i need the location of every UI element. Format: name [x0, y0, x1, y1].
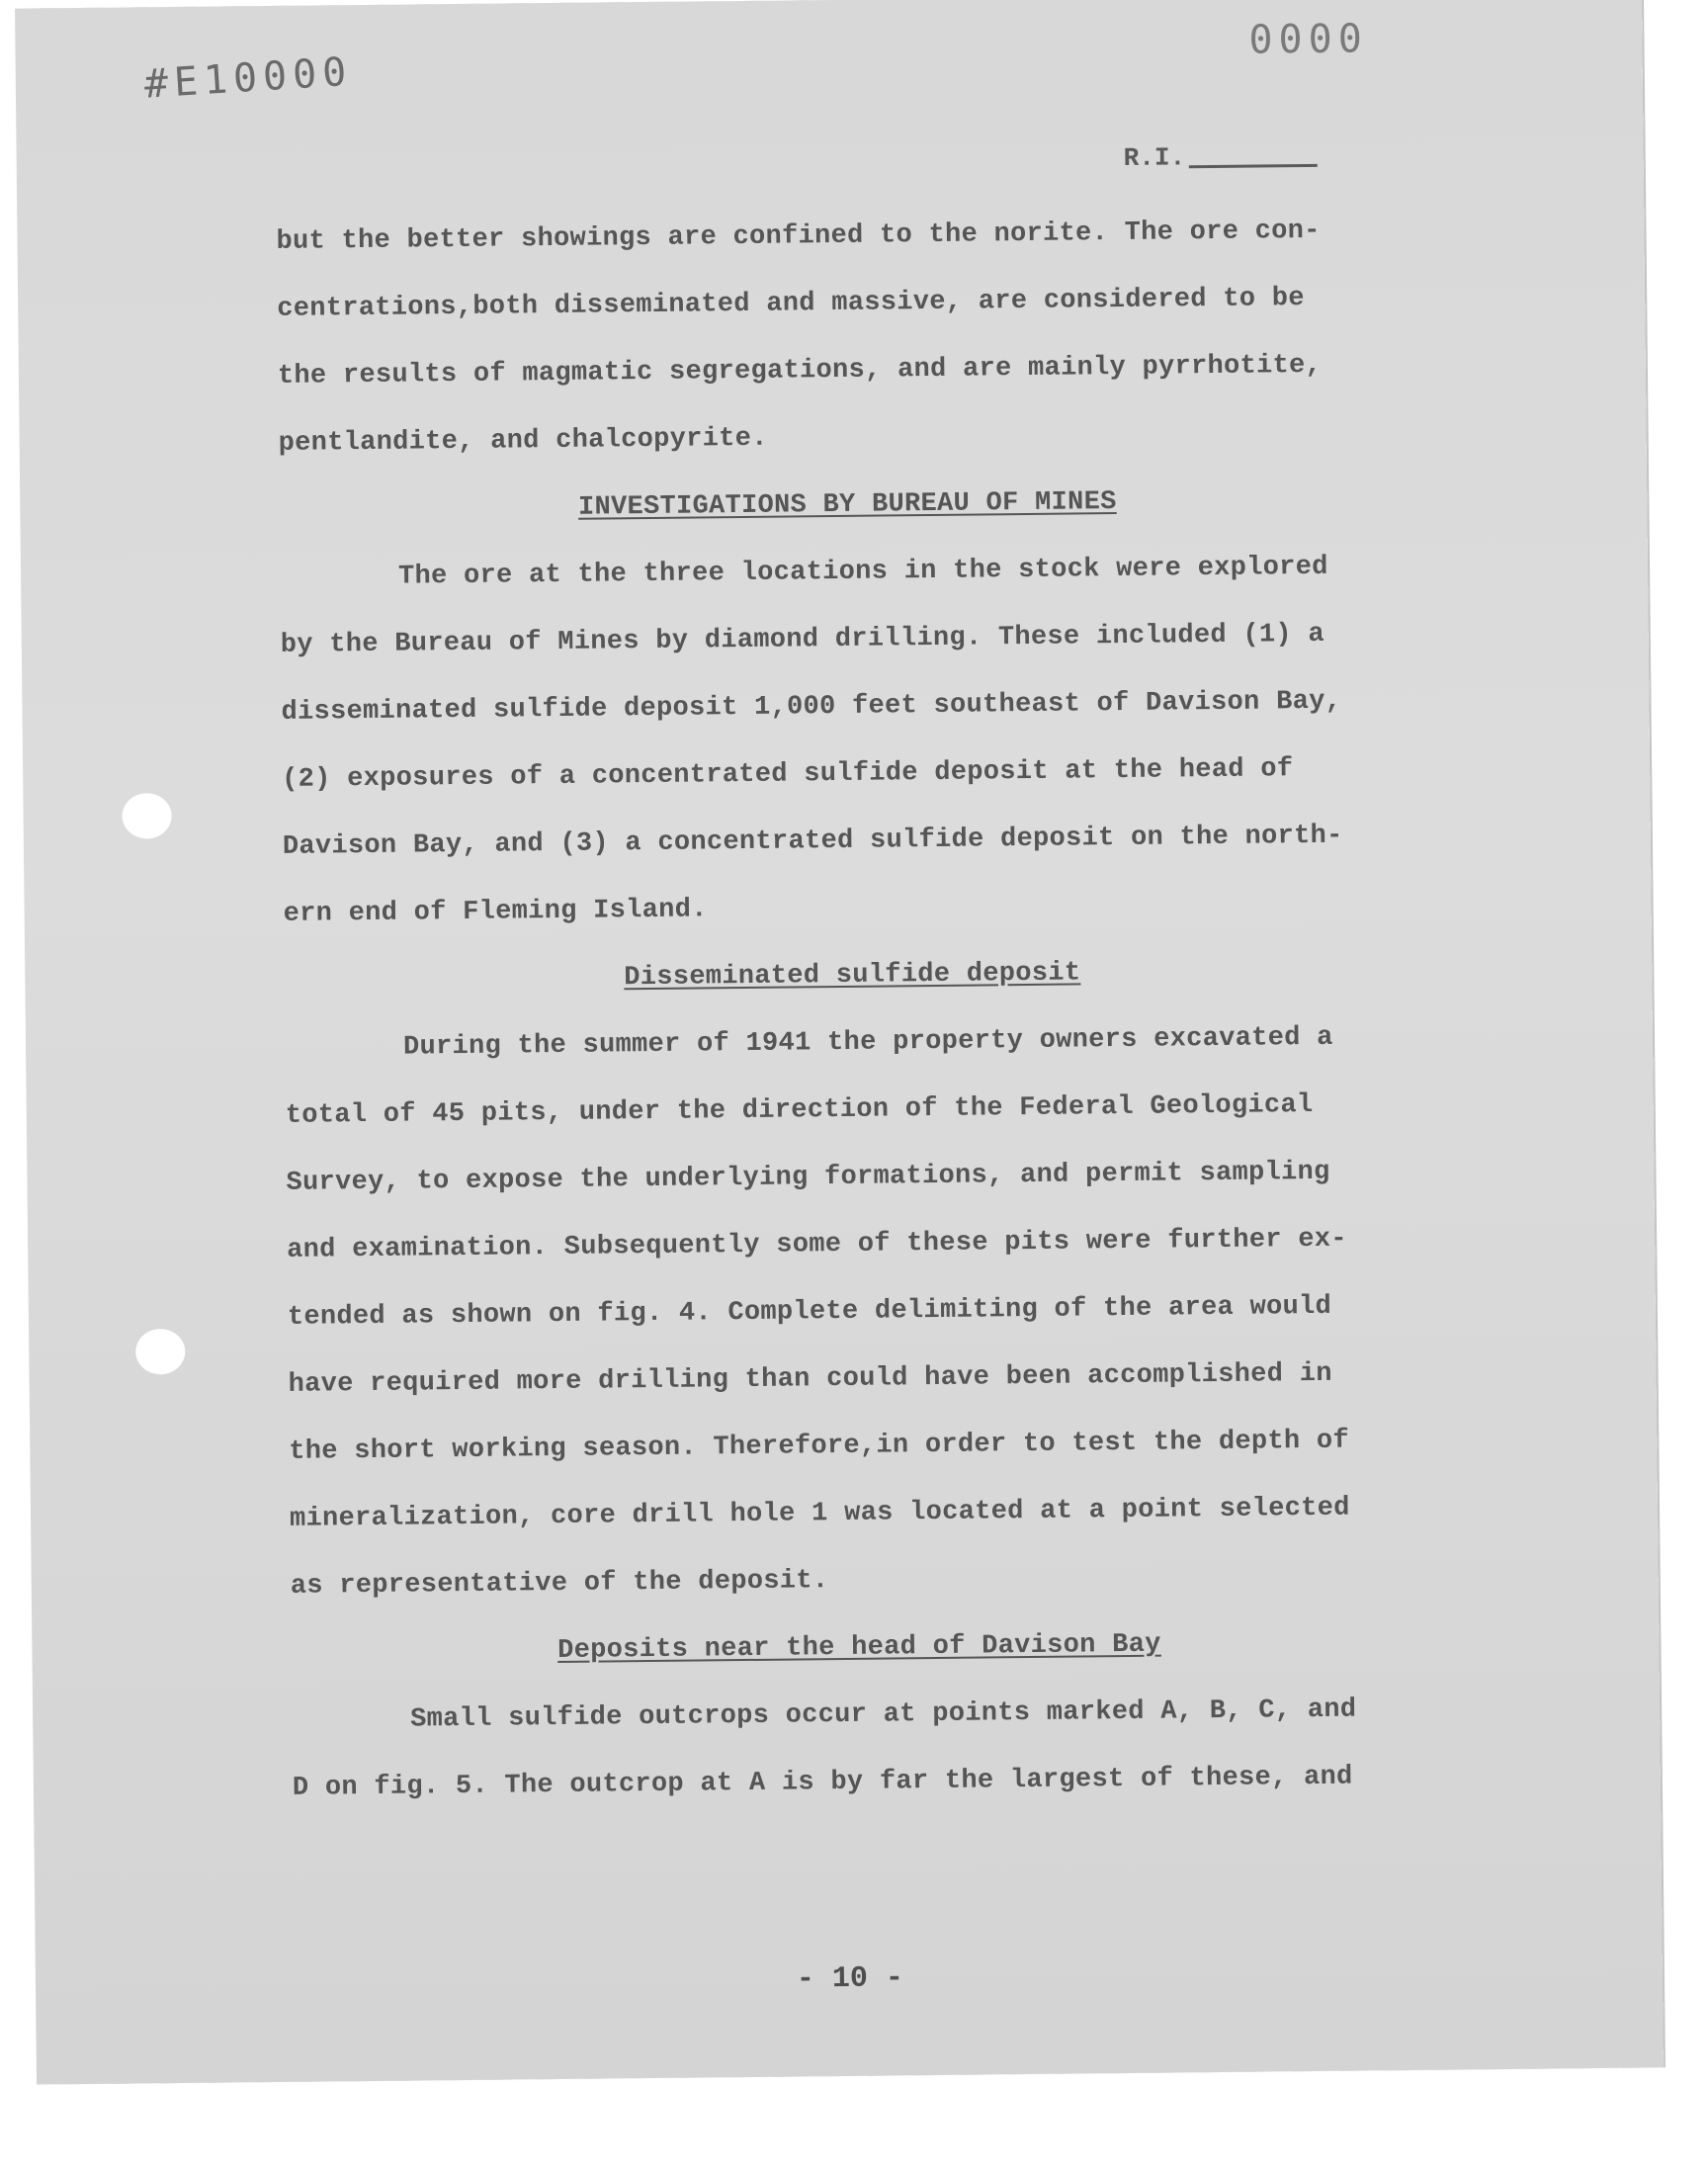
text-line: Davison Bay, and (3) a concentrated sulfide deposit on the north-	[282, 821, 1343, 862]
text-line: mineralization, core drill hole 1 was located at a point selected	[289, 1493, 1350, 1534]
text-line: disseminated sulfide deposit 1,000 feet southeast of Davison Bay,	[281, 686, 1342, 728]
text-line: ern end of Fleming Island.	[283, 895, 708, 929]
section-heading-davison-bay: Deposits near the head of Davison Bay	[557, 1629, 1161, 1667]
text-line: total of 45 pits, under the direction of the Federal Geological	[285, 1089, 1314, 1131]
text-line: pentlandite, and chalcopyrite.	[278, 423, 768, 459]
text-line: the results of magmatic segregations, and are mainly pyrrhotite,	[277, 350, 1323, 392]
text-line: The ore at the three locations in the stock were explored	[397, 552, 1328, 592]
text-line: as representative of the deposit.	[290, 1566, 829, 1602]
text-line: tended as shown on fig. 4. Complete delimiting of the area would	[287, 1291, 1332, 1333]
binder-hole-lower	[135, 1329, 185, 1375]
text-line: the short working season. Therefore,in order to test the depth of	[289, 1426, 1350, 1467]
text-line: centrations,both disseminated and massive, are considered to be	[277, 284, 1306, 324]
text-line: and examination. Subsequently some of these pits were further ex-	[287, 1224, 1347, 1265]
ri-label: R.I.	[1123, 142, 1186, 173]
page-serial-stamp: 0000	[1248, 16, 1369, 63]
text-line: Small sulfide outcrops occur at points marked A, B, C, and	[410, 1695, 1357, 1735]
text-line: but the better showings are confined to the norite. The ore con-	[276, 216, 1321, 257]
section-heading-disseminated: Disseminated sulfide deposit	[624, 958, 1081, 994]
page-number: - 10 -	[796, 1961, 904, 1997]
text-line: Survey, to expose the underlying formations, and permit sampling	[286, 1157, 1330, 1198]
section-heading-investigations: INVESTIGATIONS BY BUREAU OF MINES	[577, 487, 1117, 523]
text-line: During the summer of 1941 the property owners excavated a	[402, 1022, 1333, 1063]
ri-blank-line	[1189, 164, 1318, 168]
text-line: by the Bureau of Mines by diamond drilling. These included (1) a	[280, 619, 1325, 660]
document-page	[15, 0, 1664, 2085]
text-line: (2) exposures of a concentrated sulfide deposit at the head of	[282, 754, 1294, 795]
document-id-stamp: #E10000	[142, 48, 354, 108]
ri-field	[1124, 141, 1319, 173]
binder-hole-upper	[122, 793, 171, 839]
text-line: have required more drilling than could have been accomplished in	[288, 1358, 1332, 1400]
text-line: D on fig. 5. The outcrop at A is by far the largest of these, and	[292, 1762, 1353, 1803]
document-body	[276, 197, 1429, 1822]
